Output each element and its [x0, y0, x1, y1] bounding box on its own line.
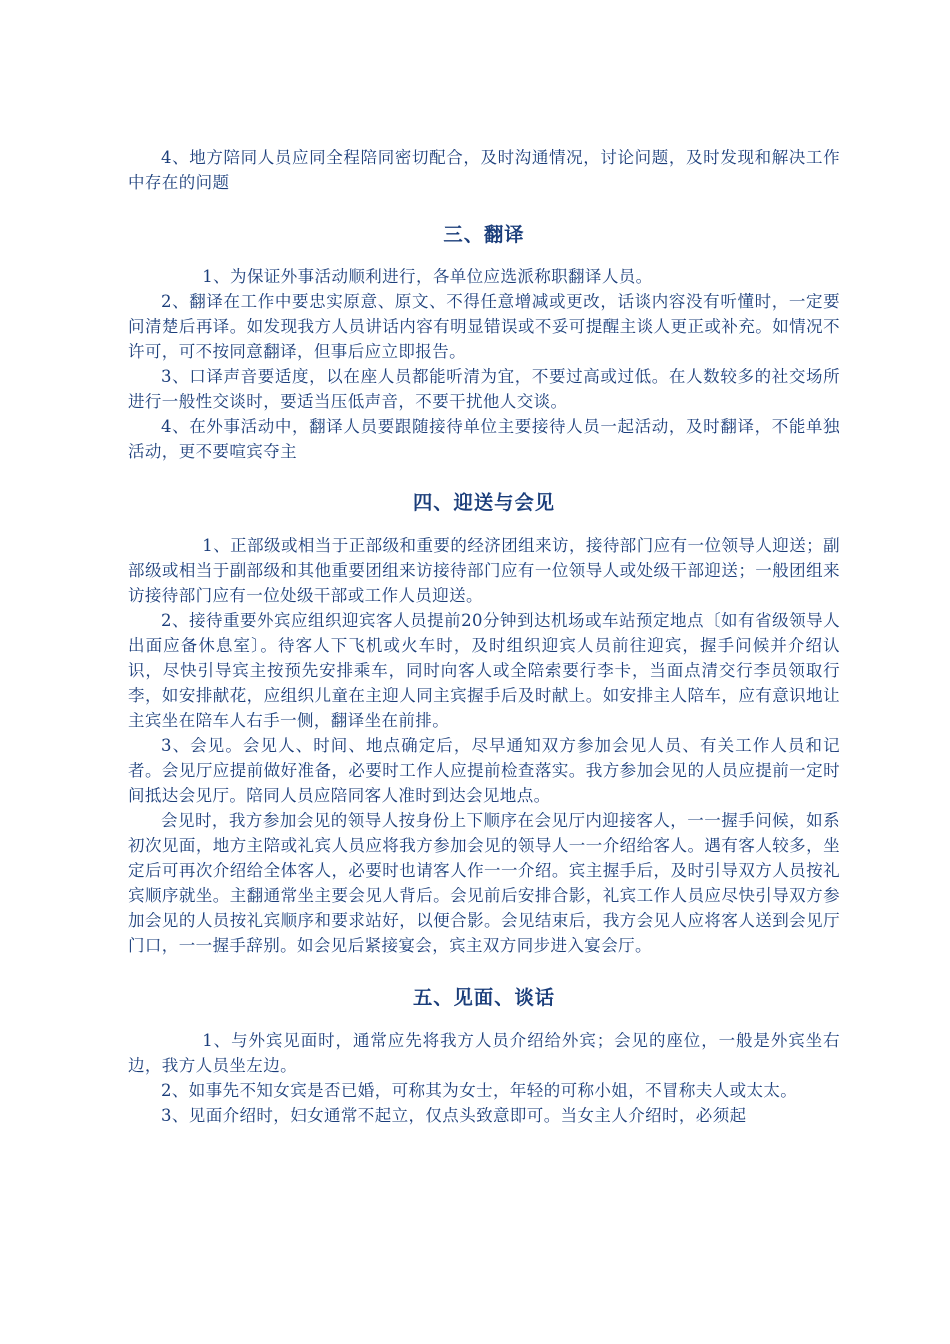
translation-paragraph-2: 2、翻译在工作中要忠实原意、原文、不得任意增减或更改，话谈内容没有听懂时，一定要问清楚后再译。如发现我方人员讲话内容有明显错误或不妥可提醒主谈人更正或补充。如情况不许可，可不按同意翻译，但事后应立即报告。	[128, 292, 840, 361]
section-heading-reception: 四、迎送与会见	[412, 491, 556, 514]
reception-paragraph-2: 2、接待重要外宾应组织迎宾客人员提前20分钟到达机场或车站预定地点〔如有省级领导人出面应备休息室〕。待客人下飞机或火车时，及时组织迎宾人员前往迎宾，握手问候并介绍认识，尽快引导宾主按预先安排乘车，同时向客人或全陪索要行李卡，当面点清交行李员领取行李，如安排献花，应组织儿童在主迎人同主宾握手后及时献上。如安排主人陪车，应有意识地让主宾坐在陪车人右手一侧，翻译坐在前排。	[128, 611, 840, 730]
intro-paragraph: 4、地方陪同人员应同全程陪同密切配合，及时沟通情况，讨论问题，及时发现和解决工作中存在的问题	[128, 148, 840, 192]
section-heading-meeting: 五、见面、谈话	[412, 986, 556, 1009]
reception-paragraph-4: 会见时，我方参加会见的领导人按身份上下顺序在会见厅内迎接客人，一一握手问候，如系初次见面，地方主陪或礼宾人员应将我方参加会见的领导人一一介绍给客人。遇有客人较多，坐定后可再次介绍给全体客人，必要时也请客人作一一介绍。宾主握手后，及时引导双方人员按礼宾顺序就坐。主翻通常坐主要会见人背后。会见前后安排合影，礼宾工作人员应尽快引导双方参加会见的人员按礼宾顺序和要求站好，以便合影。会见结束后，我方会见人应将客人送到会见厅门口，一一握手辞别。如会见后紧接宴会，宾主双方同步进入宴会厅。	[128, 811, 840, 955]
meeting-paragraph-2: 2、如事先不知女宾是否已婚，可称其为女士，年轻的可称小姐，不冒称夫人或太太。	[161, 1081, 798, 1100]
reception-paragraph-3: 3、会见。会见人、时间、地点确定后，尽早通知双方参加会见人员、有关工作人员和记者。会见厅应提前做好准备，必要时工作人应提前检查落实。我方参加会见的人员应提前一定时间抵达会见厅。陪同人员应陪同客人准时到达会见地点。	[128, 736, 840, 805]
section-heading-translation: 三、翻译	[443, 223, 525, 246]
reception-paragraph-1: 1、正部级或相当于正部级和重要的经济团组来访，接待部门应有一位领导人迎送；副部级或相当于副部级和其他重要团组来访接待部门应有一位领导人或处级干部迎送；一般团组来访接待部门应有一位处级干部或工作人员迎送。	[128, 536, 840, 605]
meeting-paragraph-3: 3、见面介绍时，妇女通常不起立，仅点头致意即可。当女主人介绍时，必须起	[161, 1106, 747, 1125]
translation-paragraph-1: 1、为保证外事活动顺利进行，各单位应选派称职翻译人员。	[202, 267, 653, 286]
meeting-paragraph-1: 1、与外宾见面时，通常应先将我方人员介绍给外宾；会见的座位，一般是外宾坐右边，我方人员坐左边。	[128, 1031, 840, 1075]
translation-paragraph-3: 3、口译声音要适度，以在座人员都能听清为宜，不要过高或过低。在人数较多的社交场所进行一般性交谈时，要适当压低声音，不要干扰他人交谈。	[128, 367, 840, 411]
translation-paragraph-4: 4、在外事活动中，翻译人员要跟随接待单位主要接待人员一起活动，及时翻译，不能单独活动，更不要喧宾夺主	[128, 417, 840, 461]
document-body	[128, 145, 840, 1128]
